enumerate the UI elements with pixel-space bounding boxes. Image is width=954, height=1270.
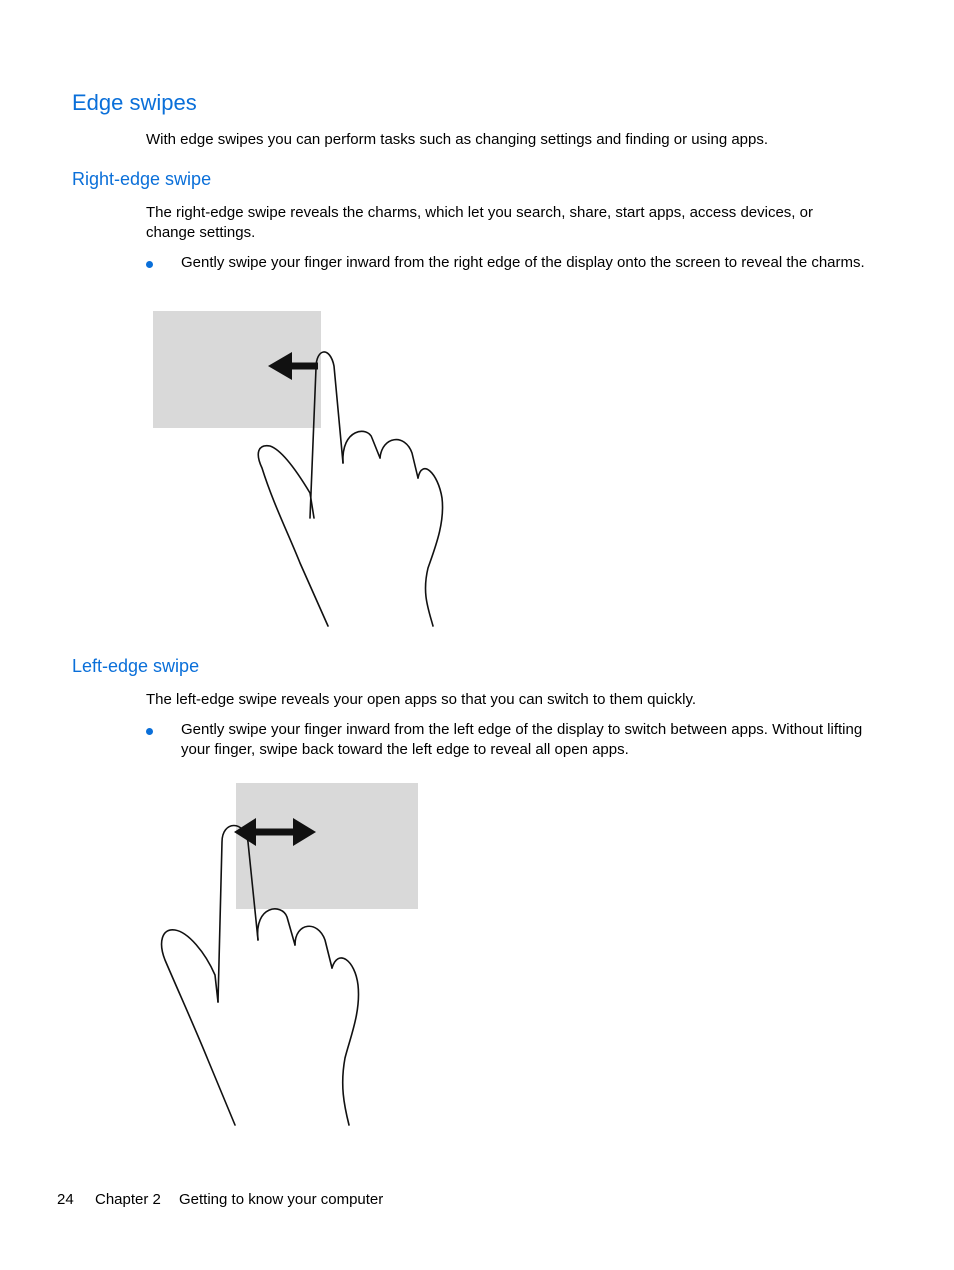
right-edge-description: The right-edge swipe reveals the charms, which let you search, share, start apps, access devices, or change settings.	[146, 204, 813, 241]
page-title: Edge swipes	[72, 90, 197, 115]
left-edge-heading: Left-edge swipe	[72, 656, 200, 676]
page-number: 24	[57, 1191, 74, 1208]
bullet-icon	[146, 261, 153, 268]
chapter-title: Getting to know your computer	[179, 1191, 384, 1208]
right-edge-swipe-gesture-icon	[150, 308, 450, 630]
bullet-icon	[146, 728, 153, 735]
page-footer	[57, 1191, 383, 1208]
left-edge-swipe-gesture-icon	[150, 780, 430, 1128]
screen-area	[236, 783, 418, 909]
left-edge-description: The left-edge swipe reveals your open apps so that you can switch to them quickly.	[146, 691, 697, 708]
left-edge-bullet: Gently swipe your finger inward from the left edge of the display to switch between apps. Without lifting your finger, swipe back toward the left edge to reveal all open apps.	[181, 721, 863, 758]
section-intro: With edge swipes you can perform tasks such as changing settings and finding or using apps.	[146, 131, 769, 148]
right-edge-heading: Right-edge swipe	[72, 169, 212, 189]
right-edge-bullet: Gently swipe your finger inward from the right edge of the display onto the screen to reveal the charms.	[181, 254, 865, 271]
chapter-label: Chapter 2	[95, 1191, 161, 1208]
